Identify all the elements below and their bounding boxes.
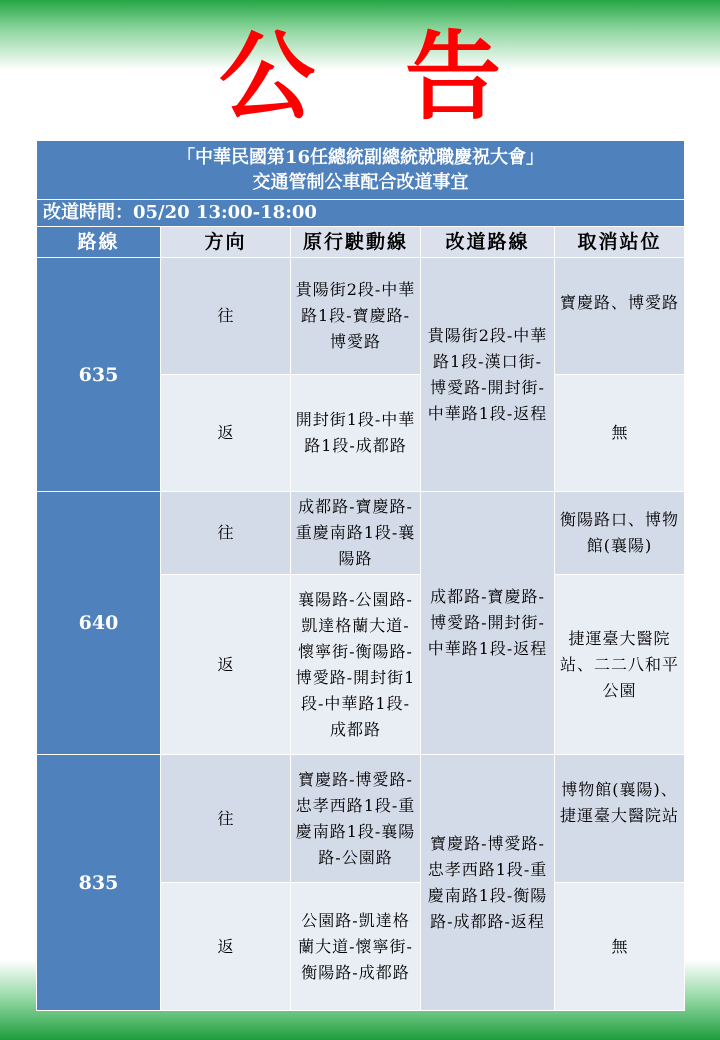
announcement-headline: 公告 bbox=[219, 21, 591, 133]
original-route-text: 成都路-寶慶路-重慶南路1段-襄陽路 bbox=[295, 497, 416, 568]
notice-title-line2: 交通管制公車配合改道事宜 bbox=[252, 172, 469, 193]
original-route-cell bbox=[291, 883, 421, 1011]
route-number: 835 bbox=[37, 755, 161, 1011]
direction-cell: 返 bbox=[161, 375, 291, 492]
detour-notice-table bbox=[36, 140, 685, 1011]
original-route-cell bbox=[291, 755, 421, 883]
original-route-text: 貴陽街2段-中華路1段-寶慶路-博愛路 bbox=[295, 280, 416, 351]
table-row bbox=[37, 492, 685, 575]
direction-cell: 返 bbox=[161, 883, 291, 1011]
header-detour-route: 改道路線 bbox=[421, 227, 555, 258]
cancelled-stops-cell bbox=[555, 755, 685, 883]
cancelled-stops-text: 捷運臺大醫院站、二二八和平公園 bbox=[559, 628, 679, 700]
notice-title-line1: 「中華民國第16任總統副總統就職慶祝大會」 bbox=[176, 147, 545, 168]
detour-time: 改道時間：05/20 13:00-18:00 bbox=[37, 200, 685, 227]
detour-route-cell bbox=[421, 258, 555, 492]
original-route-cell bbox=[291, 492, 421, 575]
cancelled-stops-cell bbox=[555, 492, 685, 575]
detour-route-text: 成都路-寶慶路-博愛路-開封街-中華路1段-返程 bbox=[427, 587, 548, 658]
route-number: 640 bbox=[37, 492, 161, 755]
cancelled-stops-cell: 無 bbox=[555, 375, 685, 492]
direction-cell: 往 bbox=[161, 492, 291, 575]
header-direction: 方向 bbox=[161, 227, 291, 258]
table-row bbox=[37, 755, 685, 883]
detour-route-text: 貴陽街2段-中華路1段-漢口街-博愛路-開封街-中華路1段-返程 bbox=[427, 325, 548, 423]
original-route-text: 寶慶路-博愛路-忠孝西路1段-重慶南路1段-襄陽路-公園路 bbox=[295, 769, 416, 867]
detour-route-cell bbox=[421, 755, 555, 1011]
original-route-cell bbox=[291, 258, 421, 375]
notice-title bbox=[37, 141, 685, 200]
cancelled-stops-text: 衡陽路口、博物館(襄陽) bbox=[559, 510, 679, 555]
detour-route-cell bbox=[421, 492, 555, 755]
table-row bbox=[37, 258, 685, 375]
direction-cell: 往 bbox=[161, 755, 291, 883]
original-route-text: 開封街1段-中華路1段-成都路 bbox=[295, 410, 416, 455]
direction-cell: 返 bbox=[161, 575, 291, 755]
original-route-text: 襄陽路-公園路-凱達格蘭大道-懷寧街-衡陽路-博愛路-開封街1段-中華路1段-成都路 bbox=[295, 589, 416, 739]
direction-cell: 往 bbox=[161, 258, 291, 375]
route-number: 635 bbox=[37, 258, 161, 492]
cancelled-stops-cell: 無 bbox=[555, 883, 685, 1011]
header-original-route: 原行駛動線 bbox=[291, 227, 421, 258]
original-route-cell bbox=[291, 375, 421, 492]
header-route: 路線 bbox=[37, 227, 161, 258]
original-route-cell bbox=[291, 575, 421, 755]
original-route-text: 公園路-凱達格蘭大道-懷寧街-衡陽路-成都路 bbox=[298, 910, 413, 982]
cancelled-stops-cell bbox=[555, 575, 685, 755]
cancelled-stops-text: 博物館(襄陽)、捷運臺大醫院站 bbox=[559, 780, 679, 825]
cancelled-stops-cell bbox=[555, 258, 685, 375]
header-cancelled-stops: 取消站位 bbox=[555, 227, 685, 258]
cancelled-stops-text: 寶慶路、博愛路 bbox=[559, 293, 679, 312]
detour-route-text: 寶慶路-博愛路-忠孝西路1段-重慶南路1段-衡陽路-成都路-返程 bbox=[427, 833, 548, 931]
